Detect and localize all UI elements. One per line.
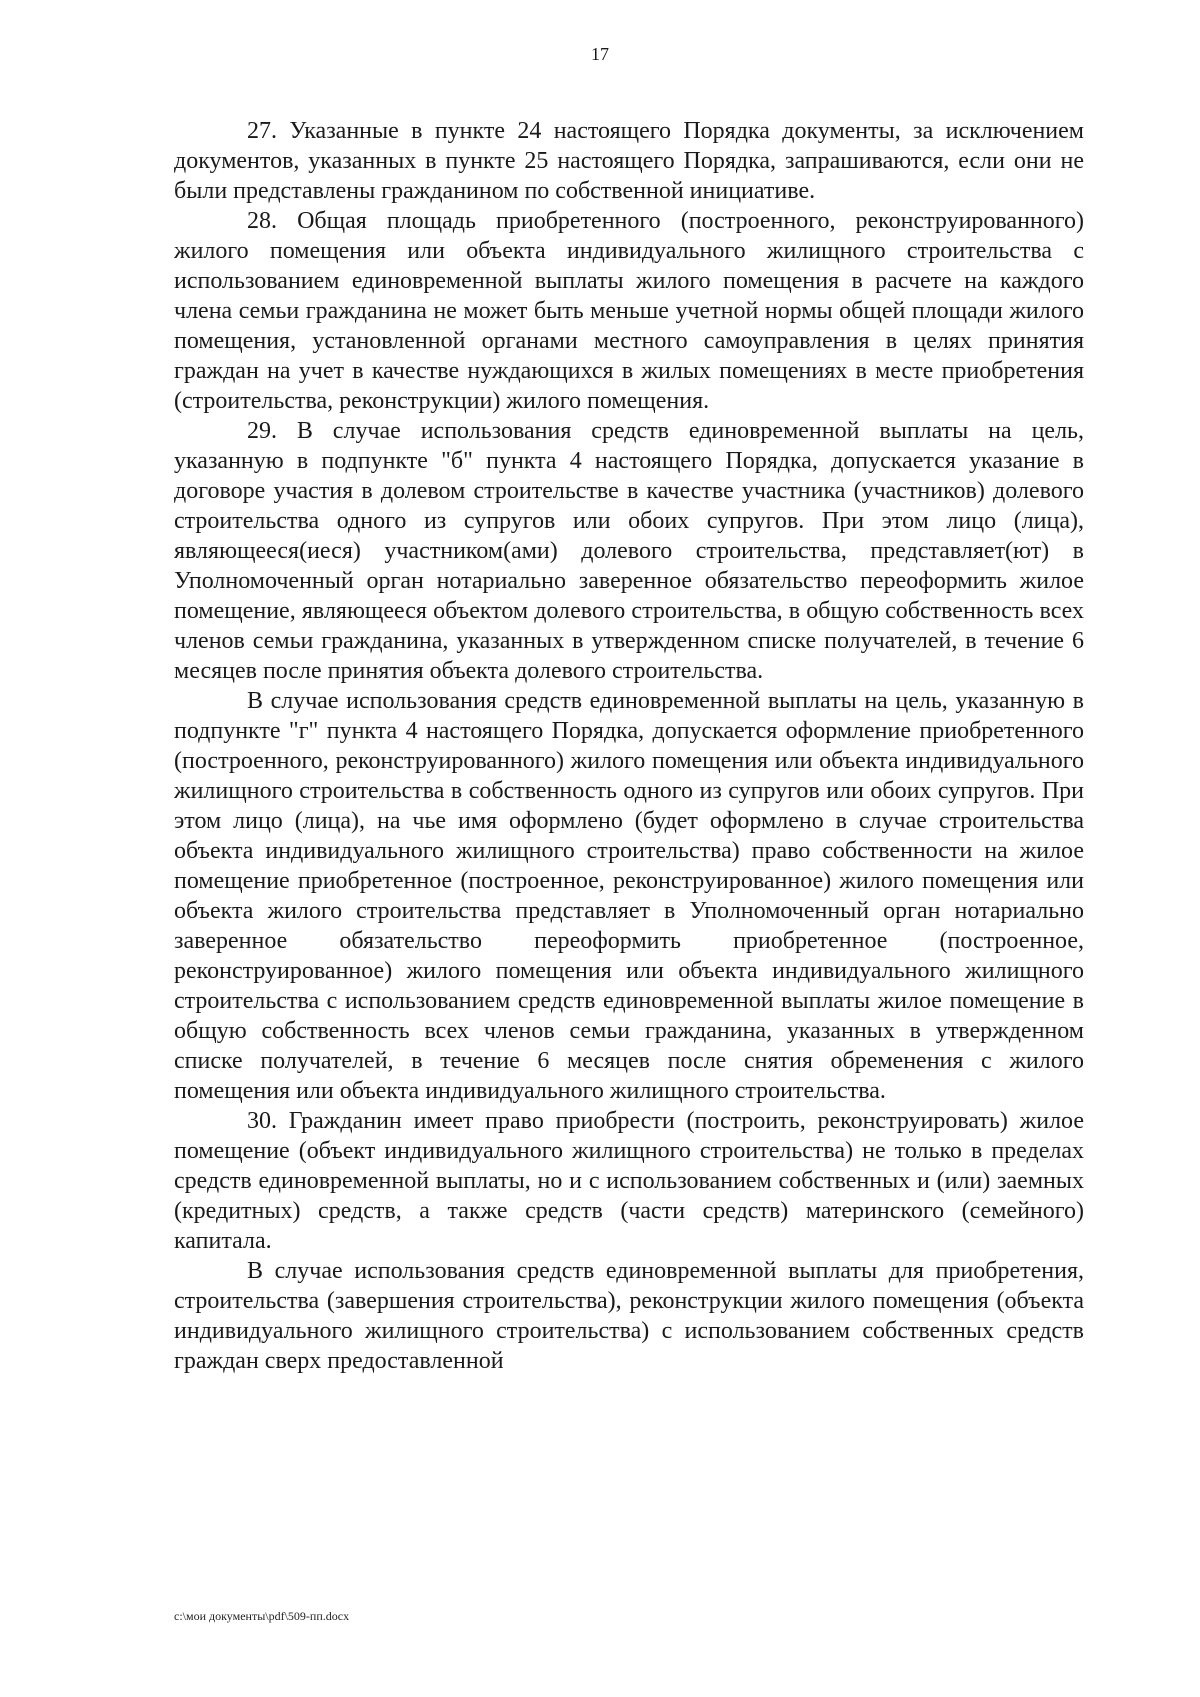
paragraph-28: 28. Общая площадь приобретенного (построенного, реконструированного) жилого помещения или объекта индивидуального жилищного строительства с использованием единовременной выплаты жилого помещения в расчете на каждого члена семьи гражданина не может быть меньше учетной нормы общей площади жилого помещения, установленной органами местного самоуправления в целях принятия граждан на учет в качестве нуждающихся в жилых помещениях в месте приобретения (строительства, реконструкции) жилого помещения. — [174, 208, 1084, 414]
paragraph-30-continued: В случае использования средств единовременной выплаты для приобретения, строительства (завершения строительства), реконструкции жилого помещения (объекта индивидуального жилищного строительства) с использованием собственных средств граждан сверх предоставленной — [174, 1258, 1084, 1374]
page-number: 17 — [591, 44, 609, 64]
paragraph-30: 30. Гражданин имеет право приобрести (построить, реконструировать) жилое помещение (объект индивидуального жилищного строительства) не только в пределах средств единовременной выплаты, но и с использованием собственных и (или) заемных (кредитных) средств, а также средств (части средств) материнского (семейного) капитала. — [174, 1108, 1084, 1254]
paragraph-29-continued: В случае использования средств единовременной выплаты на цель, указанную в подпункте "г" пункта 4 настоящего Порядка, допускается оформление приобретенного (построенного, реконструированного) жилого помещения или объекта индивидуального жилищного строительства в собственность одного из супругов или обоих супругов. При этом лицо (лица), на чье имя оформлено (будет оформлено в случае строительства объекта индивидуального жилищного строительства) право собственности на жилое помещение приобретенное (построенное, реконструированное) жилого помещения или объекта жилого строительства представляет в Уполномоченный орган нотариально заверенное обязательство переоформить приобретенное (построенное, реконструированное) жилого помещения или объекта индивидуального жилищного строительства с использованием средств единовременной выплаты жилое помещение в общую собственность всех членов семьи гражданина, указанных в утвержденном списке получателей, в течение 6 месяцев после снятия обременения с жилого помещения или объекта индивидуального жилищного строительства. — [174, 688, 1084, 1104]
paragraph-29: 29. В случае использования средств единовременной выплаты на цель, указанную в подпункте "б" пункта 4 настоящего Порядка, допускается указание в договоре участия в долевом строительстве в качестве участника (участников) долевого строительства одного из супругов или обоих супругов. При этом лицо (лица), являющееся(иеся) участником(ами) долевого строительства, представляет(ют) в Уполномоченный орган нотариально заверенное обязательство переоформить жилое помещение, являющееся объектом долевого строительства, в общую собственность всех членов семьи гражданина, указанных в утвержденном списке получателей, в течение 6 месяцев после принятия объекта долевого строительства. — [174, 418, 1084, 684]
document-body — [174, 116, 1084, 1376]
paragraph-27: 27. Указанные в пункте 24 настоящего Порядка документы, за исключением документов, указанных в пункте 25 настоящего Порядка, запрашиваются, если они не были представлены гражданином по собственной инициативе. — [174, 118, 1084, 204]
footer-file-path: c:\мои документы\pdf\509-пп.docx — [174, 1609, 350, 1623]
